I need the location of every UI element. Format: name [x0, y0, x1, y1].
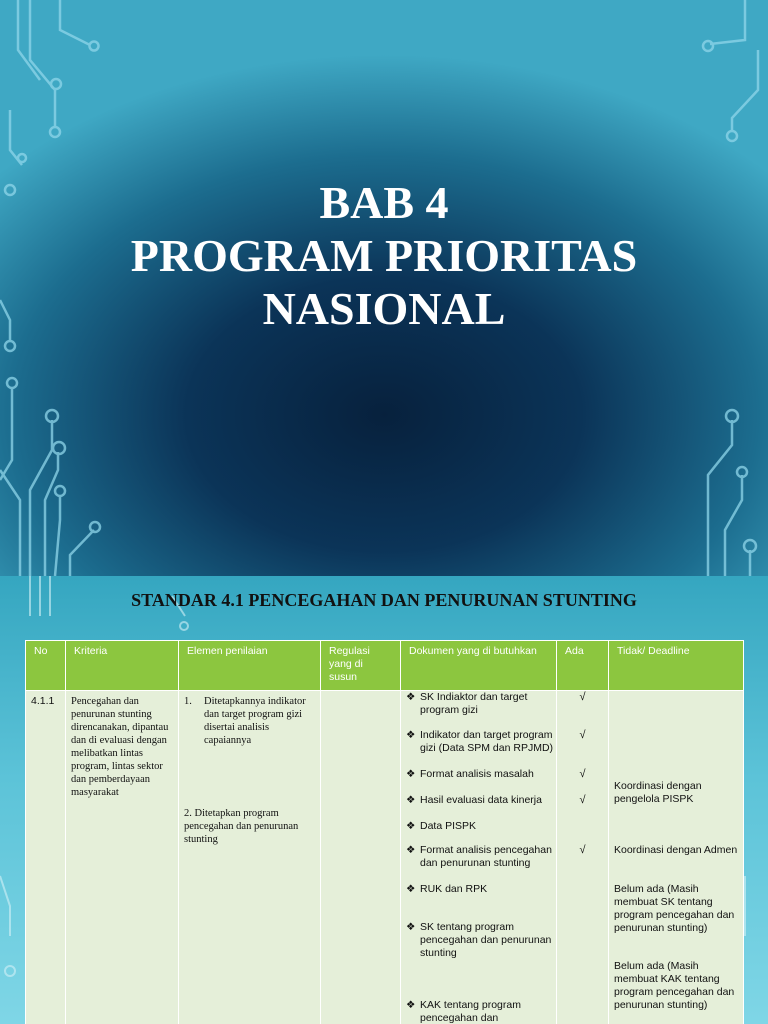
standard-slide	[0, 576, 768, 1024]
elemen-item-1: 1. Ditetapkannya indikator dan target program gizi disertai analisis capaiannya	[184, 696, 306, 746]
diamond-bullet-icon: ❖	[406, 768, 416, 780]
diamond-bullet-icon: ❖	[406, 820, 416, 832]
title-line-1: BAB 4	[319, 177, 449, 228]
dokumen-item: ❖ RUK dan RPK	[406, 883, 488, 895]
check-mark: √	[579, 691, 586, 703]
diamond-bullet-icon: ❖	[406, 844, 416, 856]
criteria-table	[25, 640, 744, 1024]
header-ada: Ada	[557, 641, 609, 691]
cell-kriteria: Pencegahan dan penurunan stunting direncanakan, dipantau dan di evaluasi dengan melibatkan lintas program, lintas sektor dan pemberdayaan masyarakat	[66, 691, 179, 1024]
header-tidak: Tidak/ Deadline	[609, 641, 744, 691]
diamond-bullet-icon: ❖	[406, 729, 416, 741]
dokumen-item: ❖ Format analisis masalah	[406, 768, 534, 780]
diamond-bullet-icon: ❖	[406, 794, 416, 806]
header-no: No	[26, 641, 66, 691]
title-line-3: NASIONAL	[262, 283, 506, 334]
header-kriteria: Kriteria	[66, 641, 179, 691]
header-regulasi: Regulasi yang di susun	[321, 641, 401, 691]
title-line-2: PROGRAM PRIORITAS	[130, 230, 638, 281]
diamond-bullet-icon: ❖	[406, 921, 416, 933]
cell-no: 4.1.1	[26, 691, 66, 1024]
header-elemen: Elemen penilaian	[179, 641, 321, 691]
cell-elemen	[179, 691, 321, 1024]
diamond-bullet-icon: ❖	[406, 999, 416, 1011]
dokumen-item: ❖ Indikator dan target program gizi (Data SPM dan RPJMD)	[406, 729, 554, 754]
dokumen-item: ❖ Hasil evaluasi data kinerja	[406, 794, 542, 806]
note-item: Koordinasi dengan pengelola PISPK	[614, 780, 702, 805]
cell-dokumen	[401, 691, 557, 1024]
check-mark: √	[579, 768, 586, 780]
diamond-bullet-icon: ❖	[406, 883, 416, 895]
cell-regulasi	[321, 691, 401, 1024]
cell-ada	[557, 691, 609, 1024]
dokumen-item: ❖ SK Indiaktor dan target program gizi	[406, 691, 528, 716]
note-item: Belum ada (Masih membuat SK tentang program pencegahan dan penurunan stunting)	[614, 883, 735, 934]
slide-heading: STANDAR 4.1 PENCEGAHAN DAN PENURUNAN STUNTING	[131, 590, 637, 610]
dokumen-item: ❖ SK tentang program pencegahan dan penurunan stunting	[406, 921, 552, 959]
diamond-bullet-icon: ❖	[406, 691, 416, 703]
dokumen-item: ❖ Format analisis pencegahan dan penurunan stunting	[406, 844, 552, 869]
header-dokumen: Dokumen yang di butuhkan	[401, 641, 557, 691]
dokumen-item: ❖ Data PISPK	[406, 820, 477, 832]
cell-tidak	[609, 691, 744, 1024]
table-header-row	[26, 641, 744, 691]
dokumen-item: ❖ KAK tentang program pencegahan dan	[406, 999, 521, 1024]
note-item: Belum ada (Masih membuat KAK tentang program pencegahan dan penurunan stunting)	[614, 960, 735, 1011]
note-item: Koordinasi dengan Admen	[614, 844, 738, 856]
check-mark: √	[579, 844, 586, 856]
table-row	[26, 691, 744, 1024]
elemen-item-2: 2. Ditetapkan program pencegahan dan penurunan stunting	[184, 808, 299, 845]
slide-title	[0, 176, 768, 335]
check-mark: √	[579, 794, 586, 806]
check-mark: √	[579, 729, 586, 741]
